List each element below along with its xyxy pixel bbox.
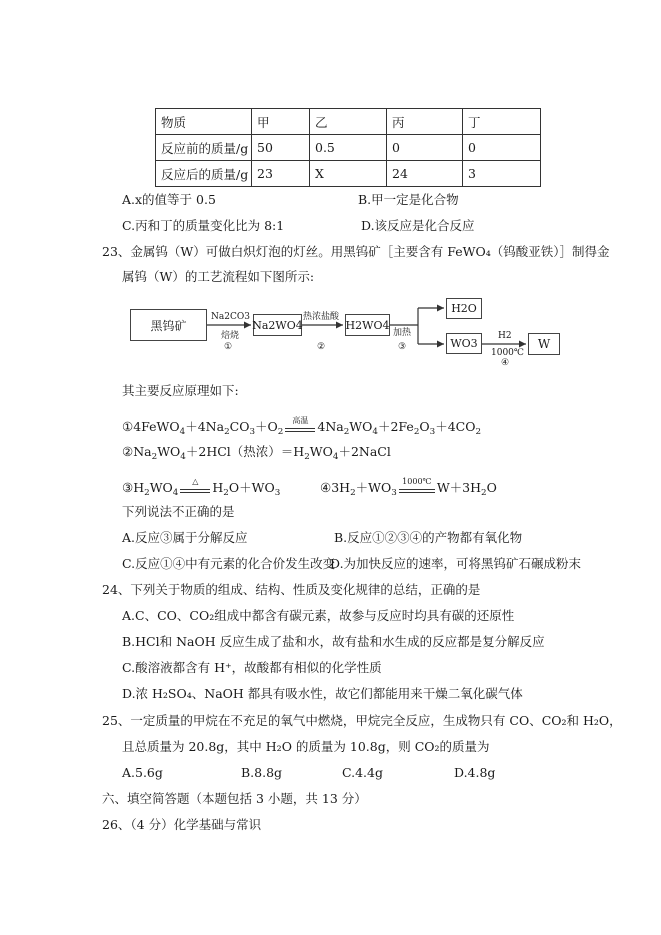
- q25-stem-line1: 25、一定质量的甲烷在不充足的氧气中燃烧，甲烷完全反应，生成物只有 CO、CO₂和 H₂O，: [102, 713, 622, 728]
- table-cell: 3: [463, 161, 541, 187]
- flow-label-cond1: 焙烧: [221, 331, 240, 341]
- table-cell: 0.5: [310, 135, 387, 161]
- q22-option-d: D.该反应是化合反应: [361, 218, 475, 233]
- q23-question: 下列说法不正确的是: [122, 504, 235, 519]
- condition-heat: △: [180, 482, 210, 496]
- flow-box-na2wo4: Na2WO4: [253, 314, 302, 336]
- flow-box-wo3: WO3: [446, 333, 482, 354]
- q24-option-b: B.HCl和 NaOH 反应生成了盐和水，故有盐和水生成的反应都是复分解反应: [122, 634, 545, 649]
- table-header-cell: 甲: [252, 109, 310, 135]
- flow-label-cond3: 加热: [393, 328, 412, 338]
- flow-box-water: H2O: [446, 298, 482, 319]
- table-header-cell: 物质: [156, 109, 252, 135]
- q24-option-a: A.C、CO、CO₂组成中都含有碳元素，故参与反应时均具有碳的还原性: [122, 608, 515, 623]
- q25-option-a: A.5.6g: [122, 765, 163, 780]
- q24-stem: 24、下列关于物质的组成、结构、性质及变化规律的总结，正确的是: [102, 582, 481, 597]
- flow-box-ore: 黑钨矿: [130, 309, 207, 341]
- table-cell: X: [310, 161, 387, 187]
- flow-arrows: [0, 0, 661, 380]
- flow-label-reagent1: Na2CO3: [211, 312, 250, 322]
- table-header-cell: 乙: [310, 109, 387, 135]
- q23-option-c: C.反应①④中有元素的化合价发生改变: [122, 556, 336, 571]
- q22-option-b: B.甲一定是化合物: [358, 192, 459, 207]
- table-cell: 反应前的质量/g: [156, 135, 252, 161]
- q24-option-c: C.酸溶液都含有 H⁺，故酸都有相似的化学性质: [122, 660, 382, 675]
- flow-label-reagent4: H2: [498, 331, 512, 341]
- q22-option-c: C.丙和丁的质量变化比为 8:1: [122, 218, 285, 233]
- flow-label-step1: ①: [224, 342, 233, 352]
- equation-4: $④3H_2+WO_3$ 1000℃ $W+3H_2O$: [320, 476, 497, 498]
- q26-heading: 26、（4 分）化学基础与常识: [102, 817, 262, 832]
- equation-2: $②Na_2WO_4+2HCl$（热浓）$=H_2WO_4+2NaCl$: [122, 444, 391, 462]
- q23-option-b: B.反应①②③④的产物都有氧化物: [334, 530, 523, 545]
- flow-label-step4: ④: [501, 358, 510, 368]
- table-cell: 反应后的质量/g: [156, 161, 252, 187]
- table-cell: 50: [252, 135, 310, 161]
- section-6-heading: 六、填空简答题（本题包括 3 小题，共 13 分）: [102, 791, 367, 806]
- q25-option-c: C.4.4g: [342, 765, 383, 780]
- flow-label-cond4: 1000℃: [491, 348, 524, 358]
- table-header-cell: 丁: [463, 109, 541, 135]
- condition-high-temp: 高温: [285, 421, 315, 435]
- q23-stem-line1: 23、金属钨（W）可做白炽灯泡的灯丝。用黑钨矿［主要含有 FeWO₄（钨酸亚铁）］制得金: [102, 244, 610, 259]
- q23-option-d: D.为加快反应的速率，可将黑钨矿石碾成粉末: [330, 556, 582, 571]
- equation-3: $③H_2WO_4$ △ $H_2O+WO_3$: [122, 476, 281, 498]
- table-header-cell: 丙: [387, 109, 463, 135]
- flow-box-h2wo4: H2WO4: [345, 314, 390, 336]
- q24-option-d: D.浓 H₂SO₄、NaOH 都具有吸水性，故它们都能用来干燥二氧化碳气体: [122, 686, 523, 701]
- flow-label-step2: ②: [317, 342, 326, 352]
- q23-option-a: A.反应③属于分解反应: [122, 530, 248, 545]
- condition-1000c: 1000℃: [399, 482, 435, 496]
- table-cell: 23: [252, 161, 310, 187]
- principle-title: 其主要反应原理如下:: [122, 383, 239, 398]
- table-cell: 24: [387, 161, 463, 187]
- q23-stem-line2: 属钨（W）的工艺流程如下图所示:: [122, 269, 315, 284]
- q25-stem-line2: 且总质量为 20.8g，其中 H₂O 的质量为 10.8g，则 CO₂的质量为: [122, 739, 490, 754]
- table-cell: 0: [463, 135, 541, 161]
- flow-label-reagent2: 热浓盐酸: [303, 312, 340, 322]
- flow-box-w: W: [528, 333, 560, 355]
- table-cell: 0: [387, 135, 463, 161]
- equation-1: $①4FeWO_4+4Na_2CO_3+O_2$ 高温 $4Na_2WO_4+2Fe_2O_3+4CO_2$: [122, 415, 482, 437]
- flow-label-step3: ③: [398, 342, 407, 352]
- q22-option-a: A.x的值等于 0.5: [122, 192, 216, 207]
- q25-option-b: B.8.8g: [241, 765, 283, 780]
- q25-option-d: D.4.8g: [454, 765, 496, 780]
